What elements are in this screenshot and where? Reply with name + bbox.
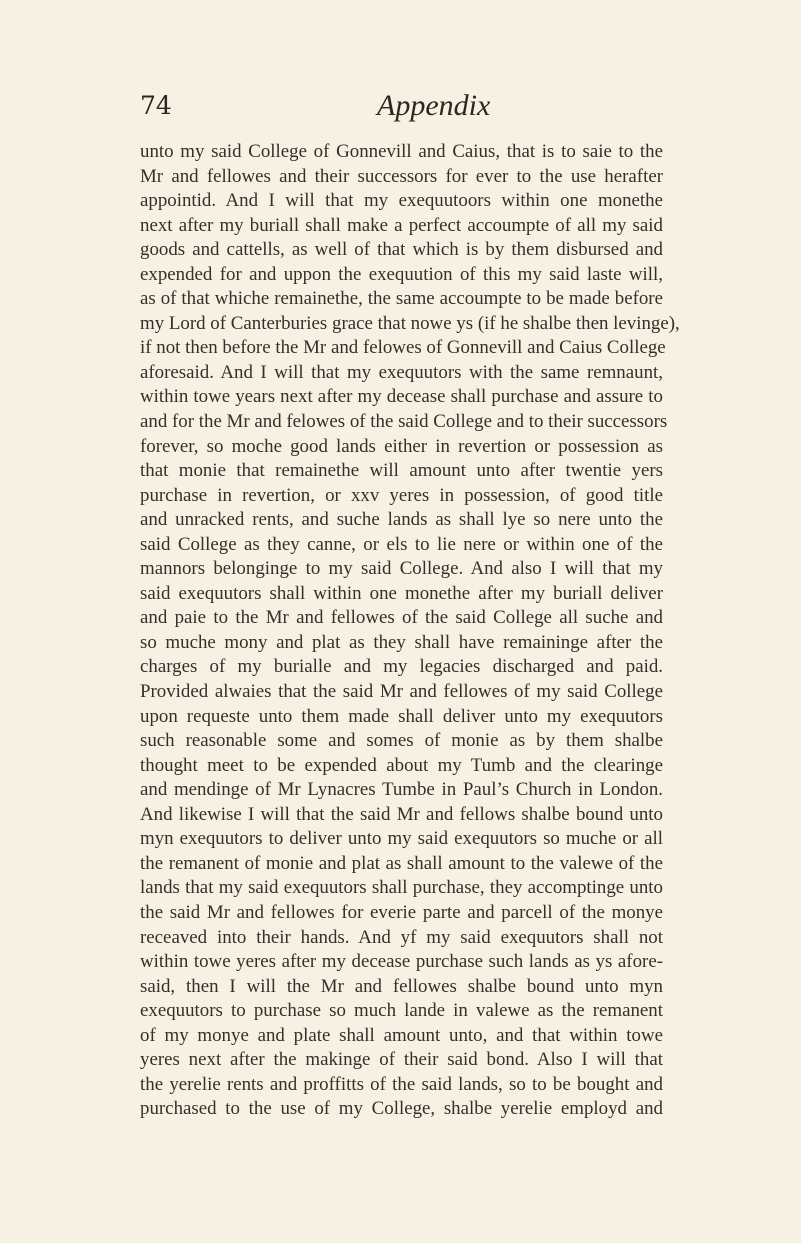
text-line: expended for and uppon the exequution of this my said laste will, bbox=[140, 263, 663, 285]
text-line: within towe yeres after my decease purchase such lands as ys afore- bbox=[140, 951, 663, 973]
text-line: that monie that remainethe will amount unto after twentie yers bbox=[140, 460, 663, 482]
page-number: 74 bbox=[140, 91, 172, 120]
text-line: and for the Mr and felowes of the said College and to their successors bbox=[140, 411, 668, 433]
text-line: as of that whiche remainethe, the same accoumpte to be made before bbox=[140, 288, 663, 310]
text-line: forever, so moche good lands either in revertion or possession as bbox=[140, 435, 663, 457]
text-line: so muche mony and plat as they shall have remaininge after the bbox=[140, 631, 663, 653]
text-line: next after my buriall shall make a perfect accoumpte of all my said bbox=[140, 214, 663, 236]
text-line: yeres next after the makinge of their said bond. Also I will that bbox=[140, 1049, 663, 1071]
text-line: lands that my said exequutors shall purchase, they accomptinge unto bbox=[140, 877, 663, 899]
text-line: Provided alwaies that the said Mr and fellowes of my said College bbox=[140, 681, 663, 703]
text-line: aforesaid. And I will that my exequutors with the same remnaunt, bbox=[140, 361, 663, 383]
text-line: of my monye and plate shall amount unto, and that within towe bbox=[140, 1024, 663, 1046]
text-line: Mr and fellowes and their successors for ever to the use herafter bbox=[140, 165, 663, 187]
text-line: receaved into their hands. And yf my said exequutors shall not bbox=[140, 926, 663, 948]
text-line: thought meet to be expended about my Tumb and the clearinge bbox=[140, 754, 663, 776]
text-line: mannors belonginge to my said College. And also I will that my bbox=[140, 558, 663, 580]
text-line: if not then before the Mr and felowes of Gonnevill and Caius College bbox=[140, 337, 666, 359]
text-line: the remanent of monie and plat as shall amount to the valewe of the bbox=[140, 852, 663, 874]
text-line: and mendinge of Mr Lynacres Tumbe in Paul’s Church in London. bbox=[140, 779, 663, 801]
text-line: purchase in revertion, or xxv yeres in possession, of good title bbox=[140, 484, 663, 506]
text-line: exequutors to purchase so much lande in valewe as the remanent bbox=[140, 1000, 663, 1022]
text-line: goods and cattells, as well of that which is by them disbursed and bbox=[140, 239, 663, 261]
text-line: said exequutors shall within one monethe after my buriall deliver bbox=[140, 582, 663, 604]
body-text bbox=[140, 140, 680, 1122]
text-line: my Lord of Canterburies grace that nowe ys (if he shalbe then levinge), bbox=[140, 312, 680, 334]
text-line: within towe years next after my decease shall purchase and assure to bbox=[140, 386, 663, 408]
text-line: purchased to the use of my College, shalbe yerelie employd and bbox=[140, 1098, 663, 1120]
text-line: charges of my burialle and my legacies discharged and paid. bbox=[140, 656, 663, 678]
text-line: such reasonable some and somes of monie as by them shalbe bbox=[140, 730, 663, 752]
text-line: unto my said College of Gonnevill and Caius, that is to saie to the bbox=[140, 141, 663, 162]
text-line: the said Mr and fellowes for everie parte and parcell of the monye bbox=[140, 901, 663, 923]
running-title: Appendix bbox=[377, 89, 491, 122]
text-line: upon requeste unto them made shall deliver unto my exequutors bbox=[140, 705, 663, 727]
text-line: and paie to the Mr and fellowes of the said College all suche and bbox=[140, 607, 663, 629]
text-line: the yerelie rents and proffitts of the said lands, so to be bought and bbox=[140, 1073, 663, 1095]
text-line: And likewise I will that the said Mr and fellows shalbe bound unto bbox=[140, 803, 663, 825]
text-line: said, then I will the Mr and fellowes shalbe bound unto myn bbox=[140, 975, 663, 997]
text-line: said College as they canne, or els to lie nere or within one of the bbox=[140, 533, 663, 555]
text-line: and unracked rents, and suche lands as shall lye so nere unto the bbox=[140, 509, 663, 531]
text-line: myn exequutors to deliver unto my said exequutors so muche or all bbox=[140, 828, 663, 850]
text-line: appointid. And I will that my exequutoors within one monethe bbox=[140, 190, 663, 212]
running-head bbox=[140, 90, 662, 130]
